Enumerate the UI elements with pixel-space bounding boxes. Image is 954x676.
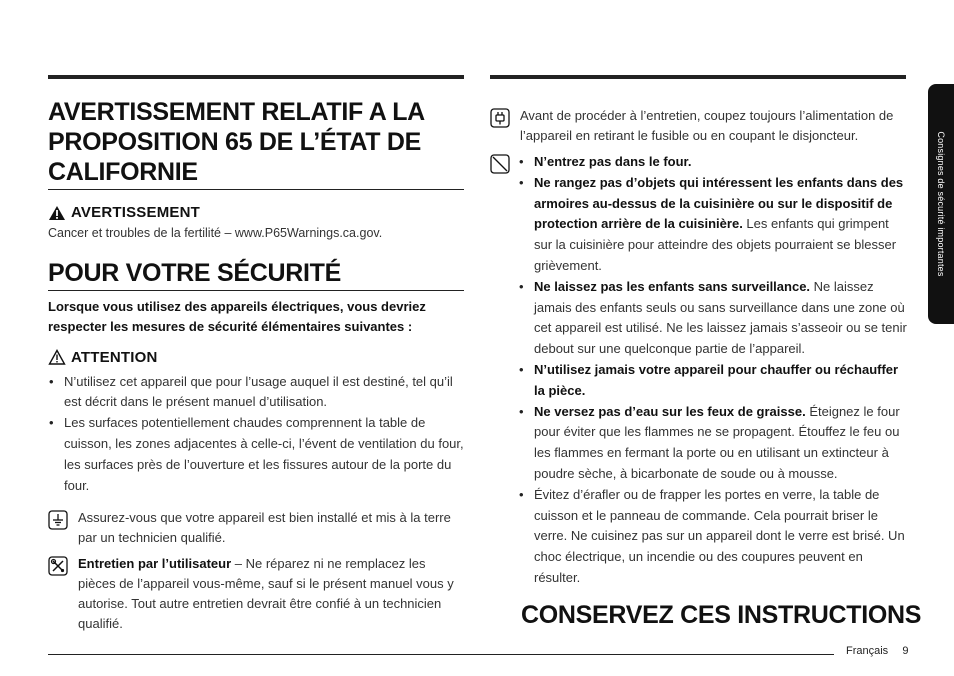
attention-list [48, 372, 464, 497]
list-item-bold: Ne rangez pas d’objets qui intéressent les enfants dans des armoires au-dessus de la cuisinière ou sur le dispositif de protection arrière de la cuisinière. [534, 174, 904, 232]
list-item-text: Les enfants qui grimpent sur la cuisinière pour atteindre des objets pourraient se blesser grièvement. [534, 216, 897, 273]
side-tab [928, 84, 954, 324]
warning-label: AVERTISSEMENT [71, 204, 201, 221]
power-text: Avant de procéder à l’entretien, coupez toujours l’alimentation de l’appareil en retirant le fusible ou en coupant le disjoncteur. [520, 108, 894, 143]
warning-header [48, 204, 464, 221]
page-number: 9 [902, 645, 909, 657]
list-item [518, 173, 908, 277]
no-repair-tools-icon [48, 556, 68, 576]
list-item-bold: N’entrez pas dans le four. [534, 154, 692, 169]
heading-safety: POUR VOTRE SÉCURITÉ [48, 258, 464, 291]
list-item [518, 485, 908, 589]
ground-text: Assurez-vous que votre appareil est bien installé et mis à la terre par un technicien qualifié. [78, 510, 451, 546]
unplug-icon [490, 108, 510, 128]
list-item-bold: Ne versez pas d’eau sur les feux de graisse. [534, 403, 806, 419]
maintenance-bold: Entretien par l’utilisateur [78, 556, 232, 572]
ground-icon [48, 510, 68, 530]
power-notice [490, 106, 908, 146]
right-column [490, 106, 922, 629]
list-item-bold: Ne laissez pas les enfants sans surveillance. [534, 278, 811, 294]
footer [846, 645, 908, 657]
left-column [48, 97, 464, 634]
list-item-text: Évitez d’érafler ou de frapper les portes en verre, la table de cuisson et le panneau de commande. Cela pourrait briser le verre. Ne cuisinez pas sur un appareil dont le verre est brisé. Un choc électrique, un incendie ou des coupures peuvent en résulter. [534, 486, 905, 585]
list-item-text: Ne laissez jamais des enfants seuls ou sans surveillance dans une zone où cet appareil est utilisé. Ne les laissez jamais s’asseoir ou se tenir debout sur une quelconque partie de l’appareil. [534, 278, 907, 357]
footer-rule [48, 654, 834, 655]
list-item-bold: N’utilisez jamais votre appareil pour chauffer ou réchauffer la pièce. [534, 361, 899, 398]
attention-header [48, 349, 464, 366]
safety-intro: Lorsque vous utilisez des appareils électriques, vous devriez respecter les mesures de sécurité élémentaires suivantes : [48, 298, 426, 334]
heading-keep-instructions: CONSERVEZ CES INSTRUCTIONS [521, 601, 922, 629]
footer-language: Français [846, 645, 889, 657]
list-item [518, 277, 908, 360]
list-item [518, 402, 908, 485]
ground-notice [48, 508, 464, 548]
list-item [518, 360, 908, 402]
maintenance-body: – Ne réparez ni ne remplacez les pièces de l’appareil vous-même, sauf si le présent manuel vous y autorise. Tout autre entretien devrait être confié à un technicien qualifié. [78, 556, 454, 632]
attention-label: ATTENTION [71, 348, 158, 366]
list-item: • N’utilisez cet appareil que pour l’usage auquel il est destiné, tel qu’il est décrit dans le présent manuel d’utilisation. [48, 372, 464, 414]
prohibited-list [518, 152, 908, 589]
list-item: • Les surfaces potentiellement chaudes comprennent la table de cuisson, les zones adjacentes à celle-ci, l’évent de ventilation du four, les surfaces près de l’ouverture et les fissures autour de la porte du four. [48, 413, 464, 496]
prohibited-icon [490, 154, 510, 174]
side-tab-label: Consignes de sécurité importantes [936, 131, 946, 277]
top-rule-right [490, 75, 906, 79]
list-item [518, 152, 908, 173]
caution-triangle-icon [48, 349, 66, 365]
heading-prop65: AVERTISSEMENT RELATIF A LA PROPOSITION 65 DE L’ÉTAT DE CALIFORNIE [48, 97, 464, 190]
maintenance-text [78, 554, 464, 634]
warning-triangle-icon [48, 205, 66, 221]
top-rule-left [48, 75, 464, 79]
maintenance-notice [48, 554, 464, 634]
list-item-text: Éteignez le four pour éviter que les flammes ne se propagent. Étouffez le feu ou les flammes en fermant la porte ou en utilisant un extincteur à poudre sèche, à bicarbonate de soude ou à mousse. [534, 403, 900, 481]
warning-text: Cancer et troubles de la fertilité – www.P65Warnings.ca.gov. [48, 226, 383, 240]
prohibited-block [490, 152, 908, 589]
